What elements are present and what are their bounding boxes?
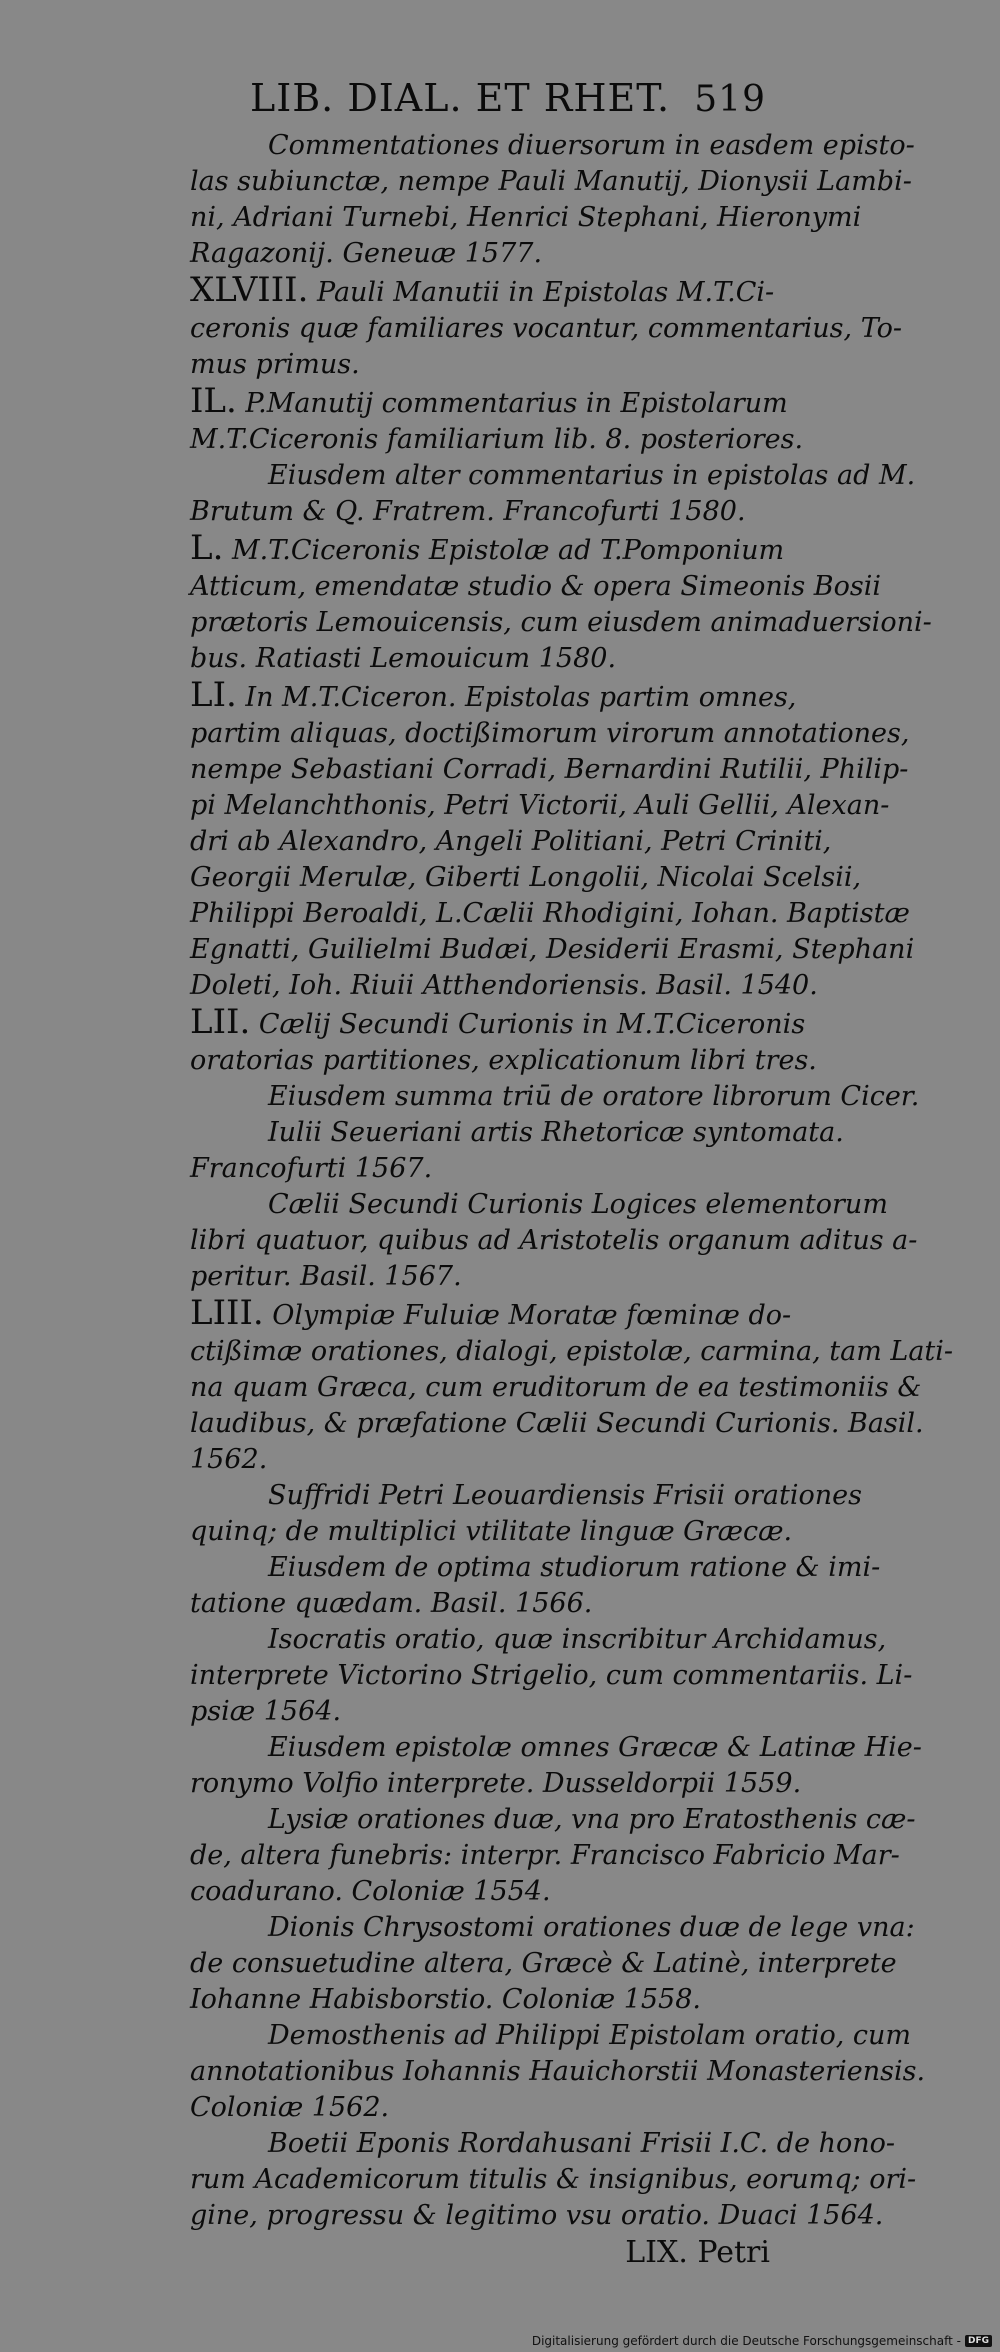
text-line (190, 1946, 897, 1982)
line-text: ronymo Volfio interprete. Dusseldorpii 1559. (190, 1768, 802, 1799)
line-text: oratorias partitiones, explicationum libri tres. (190, 1045, 817, 1076)
line-text: ceronis quæ familiares vocantur, commentarius, To- (190, 313, 902, 344)
text-line (190, 1694, 780, 1730)
line-text: Isocratis oratio, quæ inscribitur Archidamus, (268, 1624, 887, 1655)
text-line (190, 1115, 844, 1151)
text-line (190, 2090, 780, 2126)
text-line (190, 1187, 888, 1223)
line-text: Eiusdem alter commentarius in epistolas ad M. (268, 460, 916, 491)
text-line (190, 896, 910, 932)
text-line (190, 1766, 802, 1802)
text-line (190, 824, 832, 860)
line-text: Cælii Secundi Curionis Logices elementorum (268, 1189, 888, 1220)
digitization-footer (532, 2334, 992, 2348)
line-text: ctißimæ orationes, dialogi, epistolæ, carmina, tam Lati- (190, 1336, 954, 1367)
line-text: Brutum & Q. Fratrem. Francofurti 1580. (190, 496, 746, 527)
line-text: tatione quædam. Basil. 1566. (190, 1588, 593, 1619)
line-text: Philippi Beroaldi, L.Cælii Rhodigini, Iohan. Baptistæ (190, 898, 910, 929)
line-text: Coloniæ 1562. (190, 2092, 390, 2123)
line-text: Eiusdem epistolæ omnes Græcæ & Latinæ Hie- (268, 1732, 922, 1763)
text-line (190, 1982, 780, 2018)
line-text: Ragazonij. Geneuæ 1577. (190, 238, 543, 269)
line-text: mus primus. (190, 349, 360, 380)
line-text: 1562. (190, 1444, 268, 1475)
text-line (190, 1730, 922, 1766)
text-line (190, 1658, 913, 1694)
text-line (190, 236, 780, 272)
text-line (190, 1293, 792, 1334)
text-line (190, 1910, 915, 1946)
line-text: Georgii Merulæ, Giberti Longolii, Nicolai Scelsii, (190, 862, 862, 893)
text-line (190, 311, 902, 347)
text-line (190, 1514, 793, 1550)
line-text: de consuetudine altera, Græcè & Latinè, interprete (190, 1948, 897, 1979)
text-line (190, 1151, 780, 1187)
line-text: Boetii Eponis Rordahusani Frisii I.C. de hono- (268, 2128, 896, 2159)
line-text: partim aliquas, doctißimorum virorum annotationes, (190, 718, 910, 749)
text-line (190, 2054, 926, 2090)
text-line (190, 605, 932, 641)
line-text: Suffridi Petri Leouardiensis Frisii orationes (268, 1480, 862, 1511)
text-line (190, 1550, 881, 1586)
line-text: P.Manutij commentarius in Epistolarum (236, 388, 788, 419)
line-text: Egnatti, Guilielmi Budæi, Desiderii Erasmi, Stephani (190, 934, 915, 965)
text-line (190, 381, 788, 422)
line-text: bus. Ratiasti Lemouicum 1580. (190, 643, 617, 674)
text-line (190, 422, 804, 458)
text-line (190, 716, 910, 752)
line-text: M.T.Ciceronis Epistolæ ad T.Pomponium (223, 535, 785, 566)
line-text: Iohanne Habisborstio. Coloniæ 1558. (190, 1984, 701, 2015)
line-text: coadurano. Coloniæ 1554. (190, 1876, 551, 1907)
text-line (190, 1406, 924, 1442)
text-line (190, 1874, 780, 1910)
text-line (190, 569, 882, 605)
line-text: interprete Victorino Strigelio, cum commentariis. Li- (190, 1660, 913, 1691)
line-text: psiæ 1564. (190, 1696, 342, 1727)
line-text: ni, Adriani Turnebi, Henrici Stephani, Hieronymi (190, 202, 862, 233)
text-line (190, 1478, 862, 1514)
text-line (190, 932, 915, 968)
entry-number: IL. (190, 381, 237, 421)
running-title: LIB. DIAL. ET RHET. (250, 76, 671, 120)
entry-number: XLVIII. (190, 270, 309, 310)
text-line (190, 1622, 887, 1658)
text-line (190, 128, 915, 164)
line-text: Pauli Manutii in Epistolas M.T.Ci- (308, 277, 775, 308)
line-text: Francofurti 1567. (190, 1153, 433, 1184)
line-text: Atticum, emendatæ studio & opera Simeonis Bosii (190, 571, 882, 602)
line-text: Iulii Seueriani artis Rhetoricæ syntomata. (268, 1117, 844, 1148)
text-line (190, 1259, 780, 1295)
text-line (190, 788, 890, 824)
text-line (190, 1002, 806, 1043)
line-text: Doleti, Ioh. Riuii Atthendoriensis. Basil. 1540. (190, 970, 818, 1001)
line-text: Lysiæ orationes duæ, vna pro Eratosthenis cæ- (268, 1804, 916, 1835)
text-line (190, 528, 785, 569)
text-line (190, 675, 797, 716)
text-line (190, 1079, 920, 1115)
line-text: Commentationes diuersorum in easdem episto- (268, 130, 915, 161)
entry-number: LII. (190, 1002, 251, 1042)
text-line (190, 1334, 954, 1370)
entry-number: LIII. (190, 1293, 264, 1333)
entry-number: LI. (190, 675, 237, 715)
line-text: prætoris Lemouicensis, cum eiusdem animaduersioni- (190, 607, 932, 638)
text-line (190, 1586, 780, 1622)
line-text: Dionis Chrysostomi orationes duæ de lege vna: (268, 1912, 915, 1943)
text-line (190, 1223, 918, 1259)
text-line (190, 1838, 900, 1874)
line-text: Cælij Secundi Curionis in M.T.Ciceronis (250, 1009, 806, 1040)
line-text: quinq; de multiplici vtilitate linguæ Græcæ. (190, 1516, 793, 1547)
text-line (190, 1043, 817, 1079)
text-line (190, 347, 780, 383)
catchword: LIX. Petri (625, 2235, 770, 2270)
text-line (190, 641, 780, 677)
text-body (190, 128, 954, 2234)
line-text: nempe Sebastiani Corradi, Bernardini Rutilii, Philip- (190, 754, 909, 785)
line-text: Demosthenis ad Philippi Epistolam oratio, cum (268, 2020, 912, 2051)
text-line (190, 968, 818, 1004)
text-line (190, 2198, 884, 2234)
page-header (250, 70, 780, 128)
text-line (190, 164, 912, 200)
line-text: libri quatuor, quibus ad Aristotelis organum aditus a- (190, 1225, 918, 1256)
line-text: In M.T.Ciceron. Epistolas partim omnes, (236, 682, 797, 713)
text-line (190, 2162, 917, 2198)
text-line (190, 2018, 912, 2054)
line-text: Eiusdem de optima studiorum ratione & imi- (268, 1552, 881, 1583)
line-text: las subiunctæ, nempe Pauli Manutij, Dionysii Lambi- (190, 166, 912, 197)
line-text: gine, progressu & legitimo vsu oratio. Duaci 1564. (190, 2200, 884, 2231)
text-line (190, 494, 780, 530)
text-line (190, 1802, 916, 1838)
text-line (190, 272, 780, 311)
line-text: na quam Græca, cum eruditorum de ea testimoniis & (190, 1372, 922, 1403)
line-text: rum Academicorum titulis & insignibus, eorumq; ori- (190, 2164, 917, 2195)
line-text: M.T.Ciceronis familiarium lib. 8. posteriores. (190, 424, 804, 455)
text-line (190, 458, 916, 494)
line-text: laudibus, & præfatione Cælii Secundi Curionis. Basil. (190, 1408, 924, 1439)
line-text: de, altera funebris: interpr. Francisco Fabricio Mar- (190, 1840, 900, 1871)
text-line (190, 752, 909, 788)
text-line (190, 860, 862, 896)
line-text: annotationibus Iohannis Hauichorstii Monasteriensis. (190, 2056, 926, 2087)
line-text: peritur. Basil. 1567. (190, 1261, 462, 1292)
line-text: dri ab Alexandro, Angeli Politiani, Petri Criniti, (190, 826, 832, 857)
text-line (190, 1442, 780, 1478)
footer-text: Digitalisierung gefördert durch die Deutsche Forschungsgemeinschaft - (531, 2334, 961, 2348)
book-page (190, 70, 954, 2272)
dfg-logo-icon: DFG (965, 2335, 992, 2347)
page-number: 519 (694, 79, 766, 120)
line-text: Eiusdem summa triū de oratore librorum Cicer. (268, 1081, 920, 1112)
text-line (190, 1370, 922, 1406)
line-text: Olympiæ Fuluiæ Moratæ fœminæ do- (263, 1300, 792, 1331)
text-line (190, 200, 862, 236)
text-line (190, 2126, 896, 2162)
line-text: pi Melanchthonis, Petri Victorii, Auli Gellii, Alexan- (190, 790, 890, 821)
entry-number: L. (190, 528, 224, 568)
